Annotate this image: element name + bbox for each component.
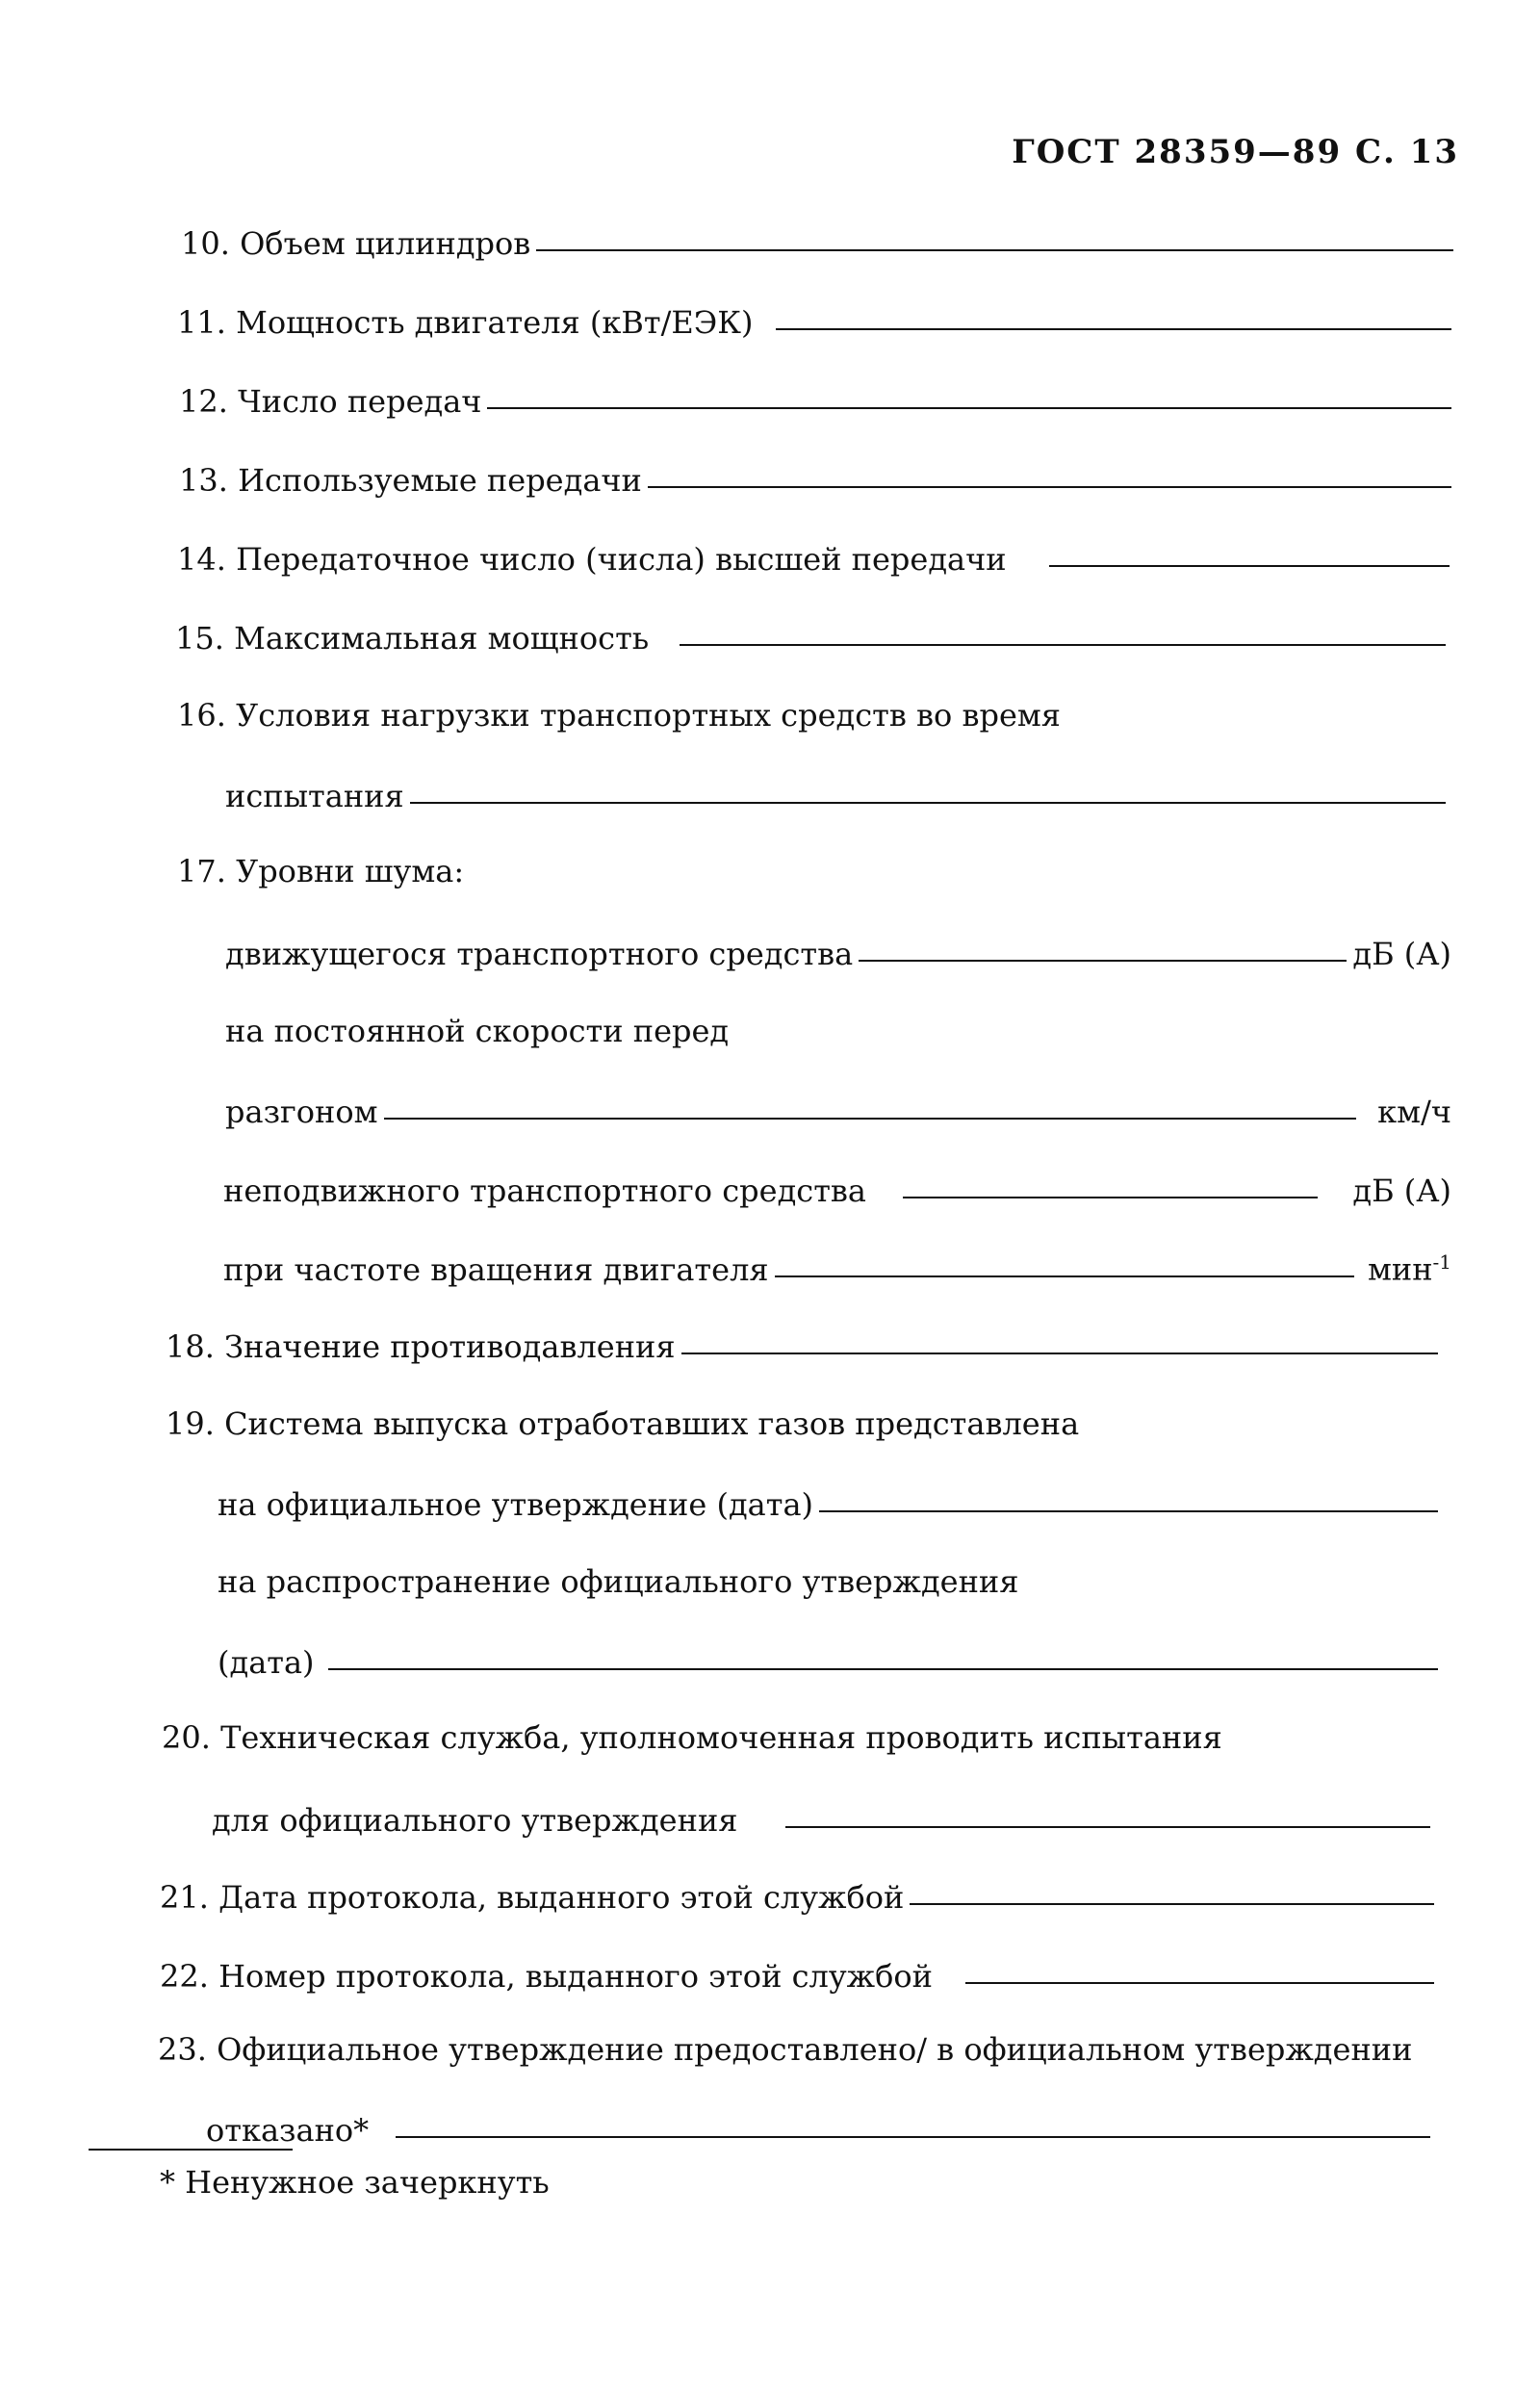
item-17-stationary [223,1167,1451,1209]
item-17-accel-label: разгоном [225,1094,378,1130]
item-18 [166,1323,1444,1365]
item-17-stationary-label: неподвижного транспортного средства [223,1172,866,1209]
fill-line[interactable] [859,960,1347,962]
item-23-label: 23. Официальное утверждение предоставлено/ в официальном утверждении [158,2031,1413,2068]
fill-line[interactable] [536,249,1453,251]
item-19-extension-label: на распространение официального утверждения [218,1563,1019,1600]
item-15-label: 15. Максимальная мощность [175,620,650,657]
fill-line[interactable] [1049,565,1450,567]
fill-line[interactable] [648,486,1451,488]
item-13-label: 13. Используемые передачи [179,462,642,499]
item-19-date-label: (дата) [218,1644,315,1681]
fill-line[interactable] [785,1826,1430,1828]
item-17-label: 17. Уровни шума: [177,853,465,889]
unit-rpm [1368,1250,1451,1288]
item-19-approval [218,1481,1444,1523]
item-22 [160,1952,1440,1995]
item-17-rpm-label: при частоте вращения двигателя [223,1251,769,1288]
item-19-date [218,1638,1444,1681]
item-19-label: 19. Система выпуска отработавших газов представлена [166,1405,1080,1442]
item-20-cont-label: для официального утверждения [212,1802,738,1839]
unit-rpm-exponent: -1 [1432,1250,1451,1275]
fill-line[interactable] [903,1197,1318,1198]
item-12 [179,377,1457,420]
item-22-label: 22. Номер протокола, выданного этой службой [160,1958,933,1995]
item-16-cont-label: испытания [225,778,404,814]
item-11 [177,298,1457,341]
item-17-accel [225,1088,1451,1130]
footnote: * Ненужное зачеркнуть [160,2164,550,2201]
fill-line[interactable] [776,328,1451,330]
item-23-cont-label: отказано* [206,2112,370,2149]
footnote-divider [89,2149,293,2151]
item-12-label: 12. Число передач [179,383,482,420]
item-14 [177,535,1455,578]
item-20-label: 20. Техническая служба, уполномоченная проводить испытания [162,1719,1222,1756]
item-16-label: 16. Условия нагрузки транспортных средств во время [177,697,1061,734]
item-17-rpm [223,1246,1451,1288]
item-11-label: 11. Мощность двигателя (кВт/ЕЭК) [177,304,754,341]
item-10 [181,219,1459,262]
item-23-cont [206,2106,1436,2149]
fill-line[interactable] [819,1510,1438,1512]
unit-kmh: км/ч [1377,1094,1451,1130]
unit-db: дБ (А) [1352,936,1451,972]
fill-line[interactable] [487,407,1451,409]
item-18-label: 18. Значение противодавления [166,1328,676,1365]
item-17-moving-label: движущегося транспортного средства [225,936,854,972]
item-13 [179,456,1457,499]
fill-line[interactable] [384,1118,1357,1120]
fill-line[interactable] [681,1353,1438,1354]
fill-line[interactable] [328,1668,1438,1670]
item-17-moving [225,930,1451,972]
item-16-cont [225,772,1451,814]
item-17-speed-label: на постоянной скорости перед [225,1013,730,1049]
fill-line[interactable] [965,1982,1434,1984]
item-21 [160,1873,1440,1916]
fill-line[interactable] [775,1275,1354,1277]
unit-rpm-text: мин [1367,1251,1433,1288]
fill-line[interactable] [410,802,1446,804]
item-21-label: 21. Дата протокола, выданного этой службой [160,1879,905,1916]
item-14-label: 14. Передаточное число (числа) высшей передачи [177,541,1007,578]
fill-line[interactable] [680,644,1446,646]
fill-line[interactable] [396,2136,1430,2138]
item-19-approval-label: на официальное утверждение (дата) [218,1486,813,1523]
fill-line[interactable] [910,1903,1434,1905]
item-10-label: 10. Объем цилиндров [181,225,531,262]
item-15 [175,614,1451,657]
page-header: ГОСТ 28359—89 С. 13 [1012,133,1459,171]
item-20-cont [212,1796,1436,1839]
unit-db: дБ (А) [1352,1172,1451,1209]
